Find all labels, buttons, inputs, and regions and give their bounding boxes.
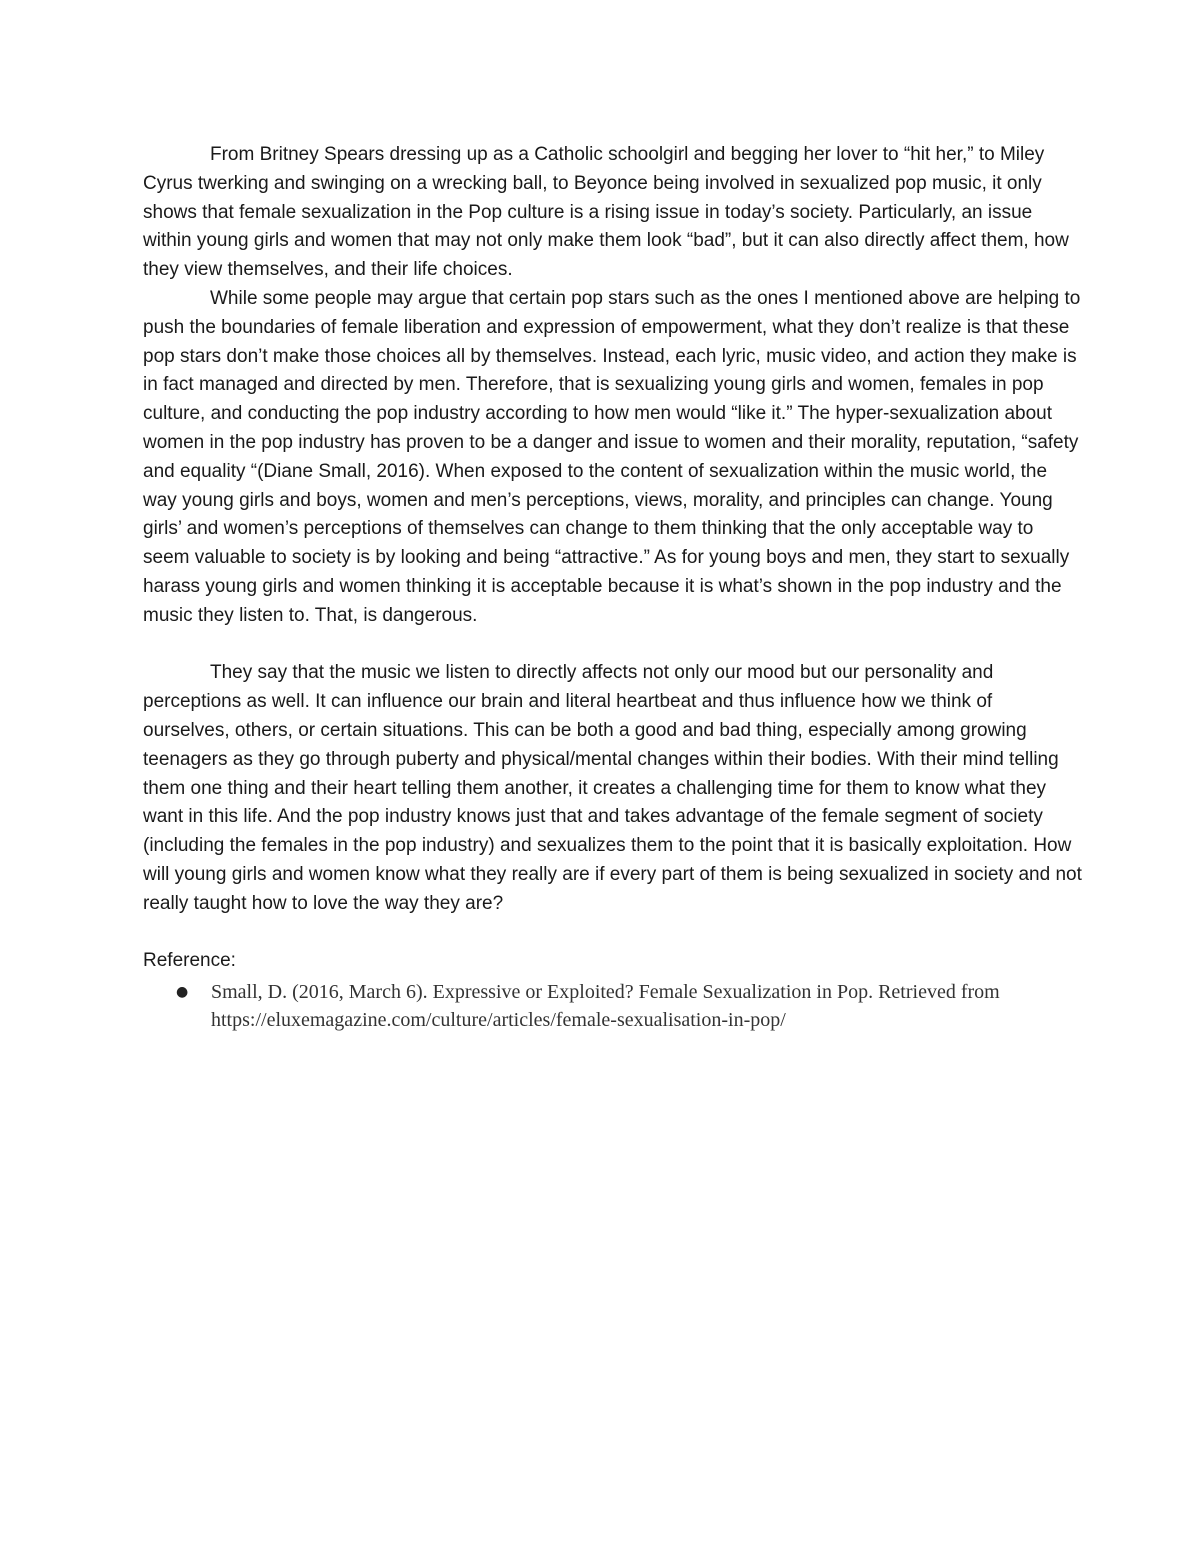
reference-list: [143, 978, 1083, 1034]
bullet-icon: ●: [176, 984, 189, 1001]
paragraph-2: While some people may argue that certain pop stars such as the ones I mentioned above are helping to push the boundaries of female liberation and expression of empowerment, what they don’t realize is that these pop stars don’t make those choices all by themselves. Instead, each lyric, music video, and action they make is in fact managed and directed by men. Therefore, that is sexualizing young girls and women, females in pop culture, and conducting the pop industry according to how men would “like it.” The hyper-sexualization about women in the pop industry has proven to be a danger and issue to women and their morality, reputation, “safety and equality “(Diane Small, 2016). When exposed to the content of sexualization within the music world, the way young girls and boys, women and men’s perceptions, views, morality, and principles can change. Young girls’ and women’s perceptions of themselves can change to them thinking that the only acceptable way to seem valuable to society is by looking and being “attractive.” As for young boys and men, they start to sexually harass young girls and women thinking it is acceptable because it is what’s shown in the pop industry and the music they listen to. That, is dangerous.: [143, 287, 1081, 626]
reference-item: [143, 978, 1083, 1034]
reference-text: Small, D. (2016, March 6). Expressive or Exploited? Female Sexualization in Pop. Retrieved from https://eluxemagazine.com/culture/articles/female-sexualisation-in-pop/: [211, 981, 1000, 1032]
document-body: [143, 141, 1083, 1034]
reference-heading: Reference:: [143, 950, 236, 972]
paragraph-3: They say that the music we listen to directly affects not only our mood but our personality and perceptions as well. It can influence our brain and literal heartbeat and thus influence how we think of ourselves, others, or certain situations. This can be both a good and bad thing, especially among growing teenagers as they go through puberty and physical/mental changes within their bodies. With their mind telling them one thing and their heart telling them another, it creates a challenging time for them to know what they want in this life. And the pop industry knows just that and takes advantage of the female segment of society (including the females in the pop industry) and sexualizes them to the point that it is basically exploitation. How will young girls and women know what they really are if every part of them is being sexualized in society and not really taught how to love the way they are?: [143, 662, 1082, 914]
paragraph-1: From Britney Spears dressing up as a Catholic schoolgirl and begging her lover to “hit her,” to Miley Cyrus twerking and swinging on a wrecking ball, to Beyonce being involved in sexualized pop music, it only shows that female sexualization in the Pop culture is a rising issue in today’s society. Particularly, an issue within young girls and women that may not only make them look “bad”, but it can also directly affect them, how they view themselves, and their life choices.: [143, 144, 1069, 281]
